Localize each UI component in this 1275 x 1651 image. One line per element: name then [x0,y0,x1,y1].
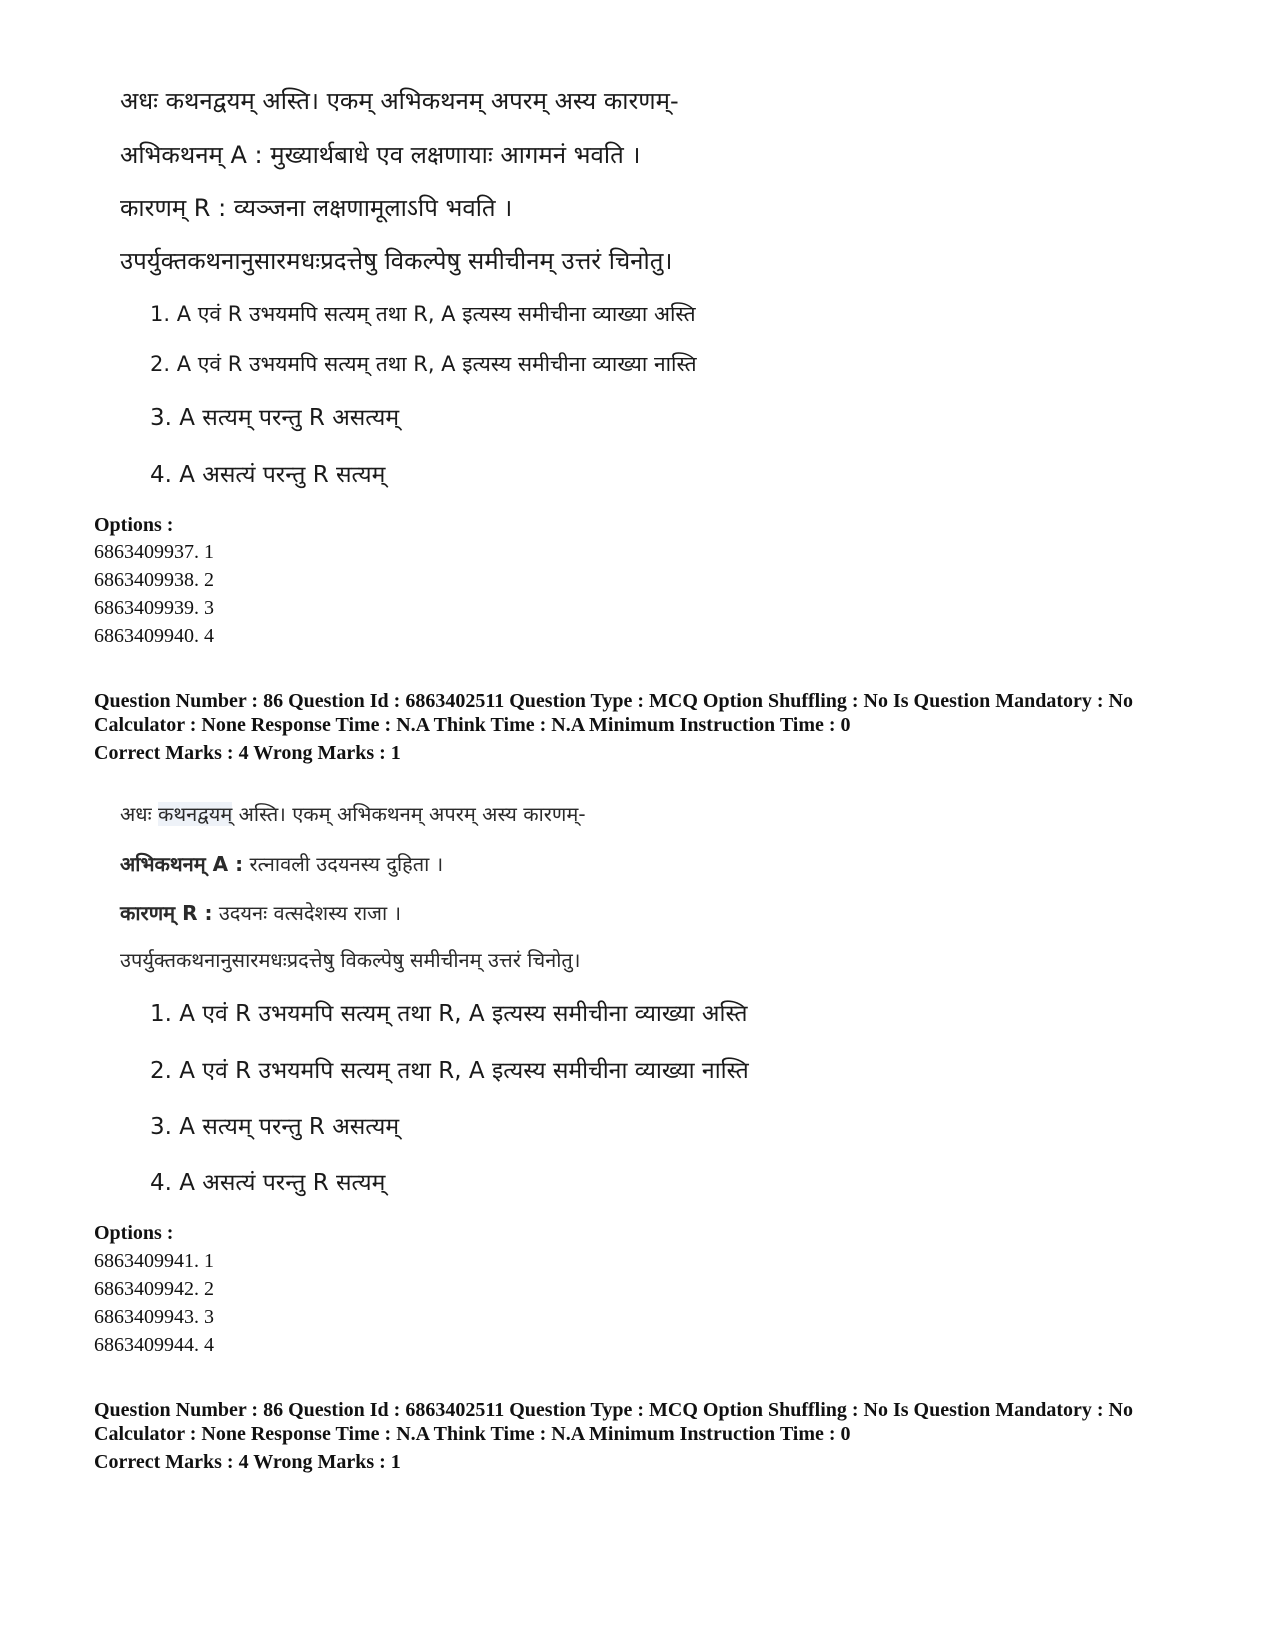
q1-choice-4: 4. A असत्यं परन्तु R सत्यम् [150,462,386,488]
q2-stem-part-a: अधः [120,802,152,826]
q2-stem-part-c: अस्ति। एकम् अभिकथनम् अपरम् अस्य कारणम्- [238,802,586,826]
q2-choice-2: 2. A एवं R उभयमपि सत्यम् तथा R, A इत्यस्य समीचीना व्याख्या नास्ति [150,1058,749,1084]
q1-choice-3: 3. A सत्यम् परन्तु R असत्यम् [150,405,400,431]
option-id: 6863409943. 3 [94,1306,214,1328]
q1-reason: कारणम् R : व्यञ्जना लक्षणामूलाऽपि भवति । [120,194,513,222]
q2-choice-1: 1. A एवं R उभयमपि सत्यम् तथा R, A इत्यस्य समीचीना व्याख्या अस्ति [150,1001,748,1027]
q2-assertion-label: अभिकथनम् A : [120,852,244,876]
option-id: 6863409939. 3 [94,597,214,619]
q2-choice-3: 3. A सत्यम् परन्तु R असत्यम् [150,1114,400,1140]
q2-assertion-text: रत्नावली उदयनस्य दुहिता । [249,852,444,876]
options-label: Options : [94,514,174,536]
q1-stem: अधः कथनद्वयम् अस्ति। एकम् अभिकथनम् अपरम् अस्य कारणम्- [120,87,679,115]
options-label: Options : [94,1222,174,1244]
q2-reason-text: उदयनः वत्सदेशस्य राजा । [218,901,402,925]
q2-stem [120,800,586,827]
q2-choice-4: 4. A असत्यं परन्तु R सत्यम् [150,1170,386,1196]
marks-line: Correct Marks : 4 Wrong Marks : 1 [94,742,401,764]
q1-assertion: अभिकथनम् A : मुख्यार्थबाधे एव लक्षणायाः आगमनं भवति । [120,141,641,169]
question-meta: Question Number : 86 Question Id : 6863402511 Question Type : MCQ Option Shuffling : No Is Question Mandatory : No Calculator : None Response Time : N.A Think Time : N.A Minimum Instruction Time : 0 [94,1399,1133,1445]
option-id: 6863409938. 2 [94,569,214,591]
q2-stem-part-b: कथनद्वयम् [157,802,233,826]
option-id: 6863409941. 1 [94,1250,214,1272]
question-meta: Question Number : 86 Question Id : 6863402511 Question Type : MCQ Option Shuffling : No Is Question Mandatory : No Calculator : None Response Time : N.A Think Time : N.A Minimum Instruction Time : 0 [94,690,1133,736]
q1-choice-1: 1. A एवं R उभयमपि सत्यम् तथा R, A इत्यस्य समीचीना व्याख्या अस्ति [150,302,696,326]
q2-instruction: उपर्युक्तकथनानुसारमधःप्रदत्तेषु विकल्पेषु समीचीनम् उत्तरं चिनोतु। [120,948,581,972]
q1-choice-2: 2. A एवं R उभयमपि सत्यम् तथा R, A इत्यस्य समीचीना व्याख्या नास्ति [150,352,697,376]
option-id: 6863409942. 2 [94,1278,214,1300]
marks-line: Correct Marks : 4 Wrong Marks : 1 [94,1451,401,1473]
option-id: 6863409937. 1 [94,541,214,563]
option-id: 6863409940. 4 [94,625,214,647]
q2-reason-label: कारणम् R : [120,901,213,925]
q1-instruction: उपर्युक्तकथनानुसारमधःप्रदत्तेषु विकल्पेषु समीचीनम् उत्तरं चिनोतु। [120,247,673,275]
q2-assertion [120,850,443,877]
option-id: 6863409944. 4 [94,1334,214,1356]
q2-reason [120,899,401,926]
